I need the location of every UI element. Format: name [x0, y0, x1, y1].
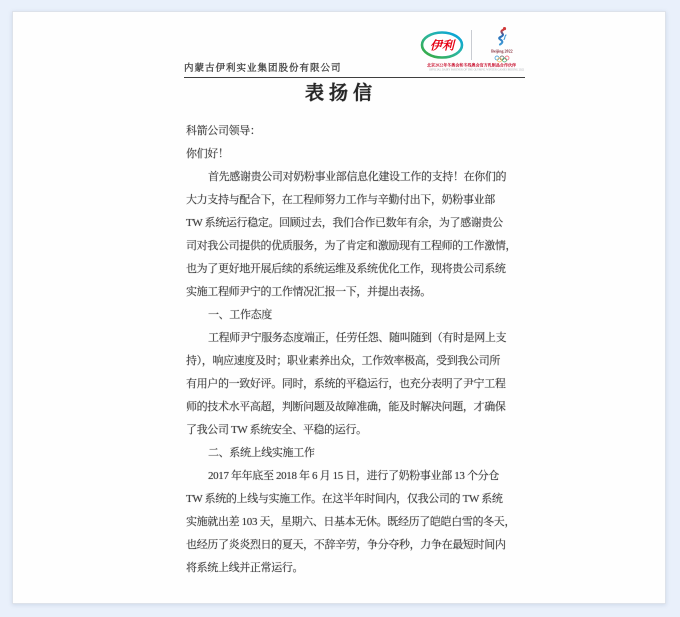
- letter-title: 表扬信: [304, 83, 377, 104]
- letter-line: TW 系统的上线与实施工作。在这半年时间内，仅我公司的 TW 系统: [186, 493, 503, 505]
- letter-line: 科箭公司领导：: [186, 125, 261, 137]
- letter-line: 你们好！: [186, 148, 229, 160]
- letter-line: 司对我公司提供的优质服务，为了肯定和激励现有工程师的工作激情，: [186, 240, 517, 252]
- letter-line: 师的技术水平高超，判断问题及故障准确，能及时解决问题，才确保: [186, 401, 506, 413]
- yili-logo-text: 伊利: [429, 38, 455, 52]
- beijing2022-logo: [478, 26, 526, 63]
- letter-line: 实施就出差 103 天，星期六、日基本无休。既经历了皑皑白雪的冬天，: [186, 516, 516, 528]
- letter-line: 2017 年年底至 2018 年 6 月 15 日，进行了奶粉事业部 13 个分仓: [208, 470, 499, 482]
- logo-divider: [471, 30, 472, 60]
- logo-row: [419, 26, 526, 63]
- letter-line: 首先感谢贵公司对奶粉事业部信息化建设工作的支持！在你们的: [208, 171, 507, 183]
- beijing2022-logo-text: Beijing 2022: [491, 49, 513, 54]
- letter-line: 工程师尹宁服务态度端正，任劳任怨、随叫随到（有时是网上支: [208, 332, 507, 344]
- letter-body: [186, 120, 517, 580]
- letter-line: 了我公司 TW 系统安全、平稳的运行。: [186, 424, 367, 436]
- letter-document: [12, 11, 666, 604]
- partner-line-gray: OFFICIAL DAIRY PARTNER OF THE OLYMPIC WINTER GAMES BEIJING 2022: [429, 68, 525, 72]
- olympic-rings-icon: [493, 55, 511, 63]
- letter-line: 二、系统上线实施工作: [208, 447, 315, 459]
- letter-line: TW 系统运行稳定。回顾过去，我们合作已数年有余，为了感谢贵公: [186, 217, 503, 229]
- letter-line: 大力支持与配合下，在工程师努力工作与辛勤付出下，奶粉事业部: [186, 194, 495, 206]
- beijing2022-emblem-icon: [491, 26, 513, 48]
- yili-logo-icon: [419, 28, 465, 62]
- letter-line: 有用户的一致好评。同时，系统的平稳运行，也充分表明了尹宁工程: [186, 378, 506, 390]
- letter-line: 一、工作态度: [208, 309, 272, 321]
- letter-line: 实施工程师尹宁的工作情况汇报一下，并提出表扬。: [186, 286, 431, 298]
- letter-line: 也经历了炎炎烈日的夏天，不辞辛劳，争分夺秒，力争在最短时间内: [186, 539, 506, 551]
- letter-line: 也为了更好地开展后续的系统运维及系统优化工作，现将贵公司系统: [186, 263, 506, 275]
- letter-line: 将系统上线并正常运行。: [186, 562, 304, 574]
- letter-line: 持），响应速度及时；职业素养出众，工作效率极高，受到我公司所: [186, 355, 500, 367]
- company-name: 内蒙古伊利实业集团股份有限公司: [184, 64, 342, 74]
- partner-line-red: 北京2022年冬奥会和冬残奥会官方乳制品合作伙伴: [427, 63, 517, 68]
